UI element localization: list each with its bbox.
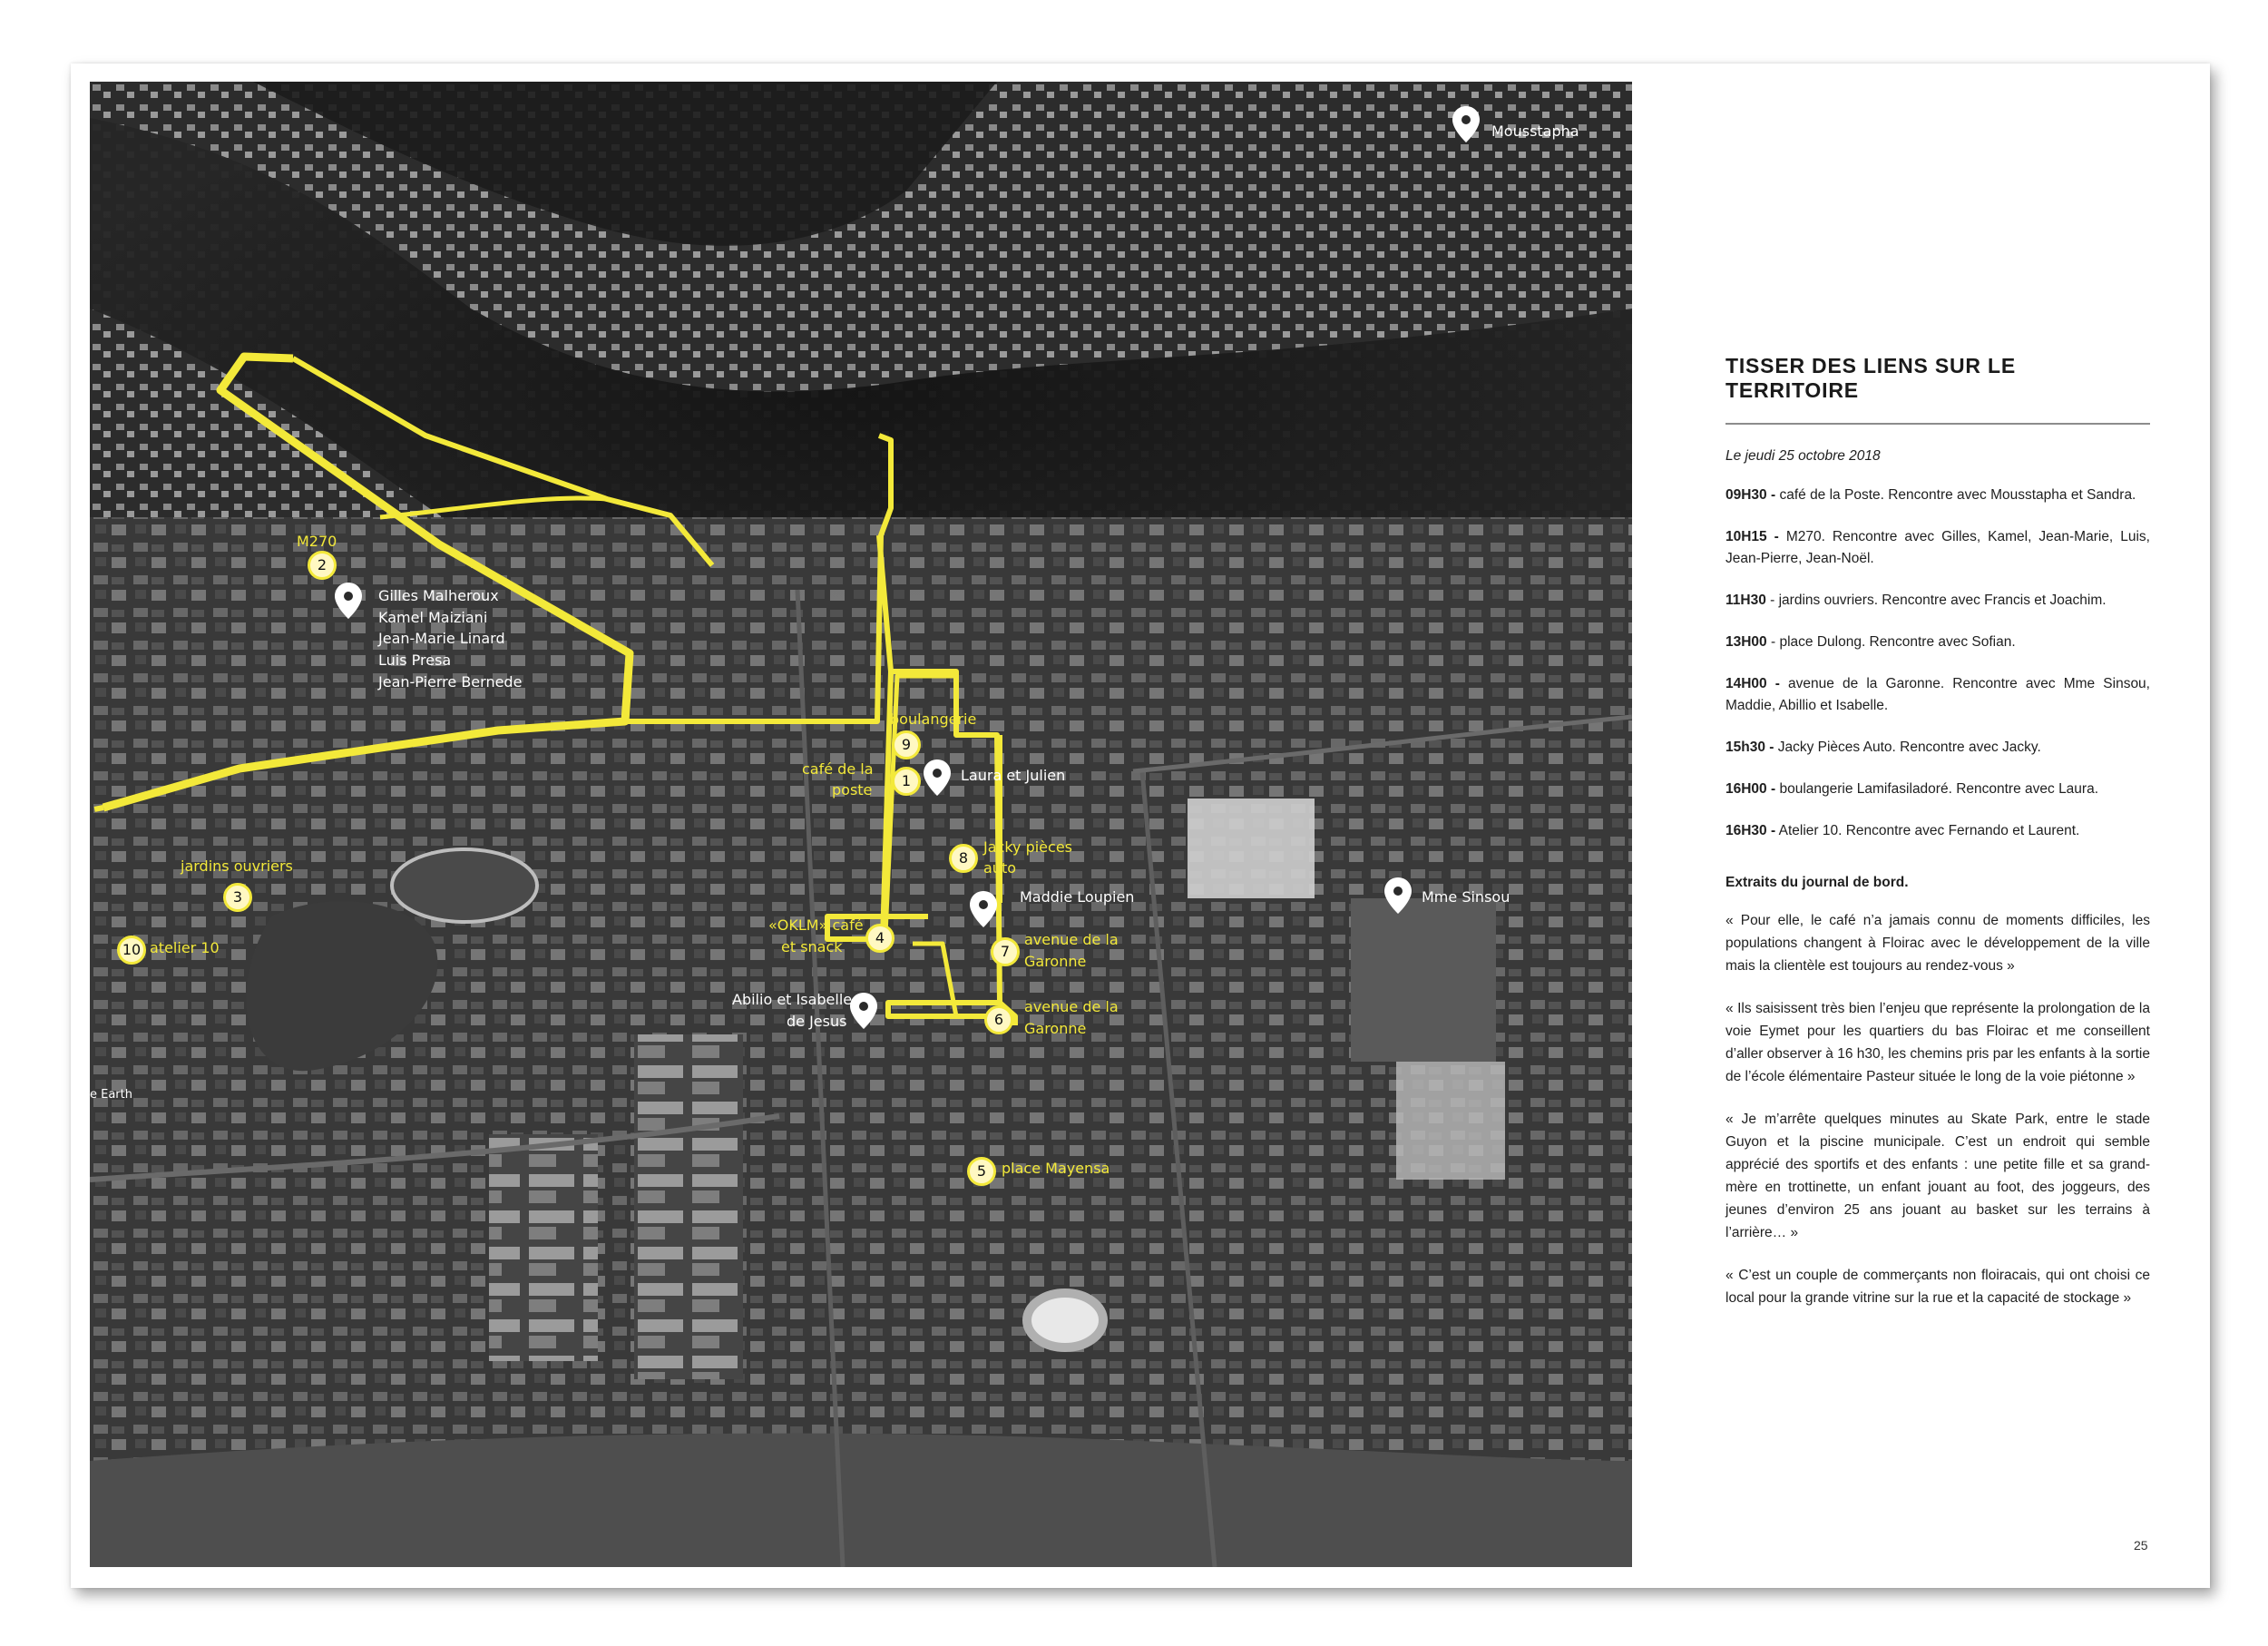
- journal-heading: Extraits du journal de bord.: [1725, 875, 1909, 890]
- route-stop-marker[interactable]: 4: [865, 924, 894, 953]
- location-pin-icon[interactable]: [1383, 876, 1413, 916]
- map-graphics: [90, 82, 1632, 1567]
- route-stop-marker[interactable]: 5: [967, 1157, 996, 1186]
- journal-quote: « C’est un couple de commerçants non floiracais, qui ont choisi ce local pour la grande vitrine sur la rue et la capacité de stockage »: [1725, 1268, 2150, 1306]
- map-label-avenue-7: Garonne: [1024, 953, 1087, 970]
- map-label-earth: e Earth: [90, 1088, 132, 1102]
- map-label-person: Kamel Maiziani: [378, 609, 488, 626]
- map-label-atelier: atelier 10: [150, 939, 220, 956]
- journal-quote: « Je m’arrête quelques minutes au Skate Park, entre le stade Guyon et la piscine municipale. C’est un endroit qui semble apprécié des sportifs et des enfants : une petite fille et sa grand-mère en trottinette, un enfant jouant au foot, des joggeurs, des jeunes d’environ 25 ans jouant au basket sur les terrains à l’arrière… »: [1725, 1112, 2150, 1240]
- map-label-person: Jean-Pierre Bernede: [378, 673, 523, 691]
- article-title: TISSER DES LIENS SUR LE TERRITOIRE: [1725, 354, 2017, 402]
- map-label-person: Jean-Marie Linard: [378, 630, 505, 647]
- schedule-entry: 09H30 - café de la Poste. Rencontre avec Mousstapha et Sandra.: [1725, 487, 2136, 503]
- schedule-entry: 11H30 - jardins ouvriers. Rencontre avec Francis et Joachim.: [1725, 593, 2107, 608]
- map-label-jardins: jardins ouvriers: [181, 857, 293, 875]
- map-label-m270: M270: [297, 533, 337, 550]
- location-pin-icon[interactable]: [333, 581, 364, 621]
- page-number: 25: [2134, 1538, 2148, 1553]
- route-stop-marker[interactable]: 9: [892, 730, 921, 759]
- schedule-entry: 14H00 - avenue de la Garonne. Rencontre avec Mme Sinsou, Maddie, Abillio et Isabelle.: [1725, 676, 2150, 713]
- schedule-entry: 10H15 - M270. Rencontre avec Gilles, Kamel, Jean-Marie, Luis, Jean-Pierre, Jean-Noël.: [1725, 529, 2150, 566]
- route-stop-marker[interactable]: 7: [991, 937, 1020, 966]
- location-pin-icon[interactable]: [848, 991, 879, 1031]
- route-stop-marker[interactable]: 10: [117, 936, 146, 965]
- map-label-maddie: Maddie Loupien: [1020, 888, 1135, 906]
- map-label-abilio: de Jesus: [787, 1013, 847, 1030]
- map-label-mme-sinsou: Mme Sinsou: [1422, 888, 1510, 906]
- schedule-entry: 16H30 - Atelier 10. Rencontre avec Fernando et Laurent.: [1725, 823, 2080, 838]
- schedule-entry: 16H00 - boulangerie Lamifasiladoré. Rencontre avec Laura.: [1725, 781, 2099, 797]
- article-date: Le jeudi 25 octobre 2018: [1725, 448, 1881, 464]
- title-divider: [1725, 423, 2150, 425]
- map-label-jacky: auto: [983, 859, 1017, 877]
- location-pin-icon[interactable]: [922, 758, 953, 798]
- map-label-place: place Mayensa: [1002, 1160, 1110, 1177]
- map-label-oklm: «OKLM» café: [768, 916, 864, 934]
- route-stop-marker[interactable]: 1: [892, 767, 921, 796]
- map-label-person: Gilles Malheroux: [378, 587, 499, 604]
- map-label-avenue-6: avenue de la: [1024, 998, 1119, 1015]
- route-stop-marker[interactable]: 8: [949, 844, 978, 873]
- map-label-avenue-6: Garonne: [1024, 1020, 1087, 1037]
- route-stop-marker[interactable]: 2: [308, 551, 337, 580]
- location-pin-icon[interactable]: [1451, 104, 1481, 144]
- map-label-cafe: poste: [832, 781, 873, 799]
- map-label-jacky: Jacky pièces: [983, 838, 1072, 856]
- route-stop-marker[interactable]: 6: [984, 1005, 1013, 1034]
- map-label-laura-julien: Laura et Julien: [961, 767, 1066, 784]
- schedule-entry: 13H00 - place Dulong. Rencontre avec Sofian.: [1725, 634, 2016, 650]
- map-label-boulangerie: boulangerie: [890, 710, 977, 728]
- map-label-abilio: Abilio et Isabelle: [732, 991, 853, 1008]
- article-column: [1725, 82, 2150, 1329]
- schedule-entry: 15h30 - Jacky Pièces Auto. Rencontre avec Jacky.: [1725, 740, 2041, 755]
- journal-quote: « Ils saisissent très bien l’enjeu que représente la prolongation de la voie Eymet pour les quartiers du bas Floirac et me conseillent d’aller observer à 16 h30, les chemins pris par les enfants à la sortie de l’école élémentaire Pasteur située le long de la voie piétonne »: [1725, 1001, 2150, 1084]
- route-stop-marker[interactable]: 3: [223, 883, 252, 912]
- location-pin-icon[interactable]: [968, 889, 999, 929]
- map-label-person: Luis Presa: [378, 652, 452, 669]
- map-label-avenue-7: avenue de la: [1024, 931, 1119, 948]
- map-label-oklm: et snack: [781, 938, 843, 955]
- aerial-map: [90, 82, 1632, 1567]
- map-label-cafe: café de la: [802, 760, 874, 778]
- journal-quote: « Pour elle, le café n’a jamais connu de moments difficiles, les populations changent à Floirac avec le développement de la ville mais la clientèle est toujours au rendez-vous »: [1725, 913, 2150, 974]
- map-label-mousstapha: Mousstapha: [1491, 122, 1579, 140]
